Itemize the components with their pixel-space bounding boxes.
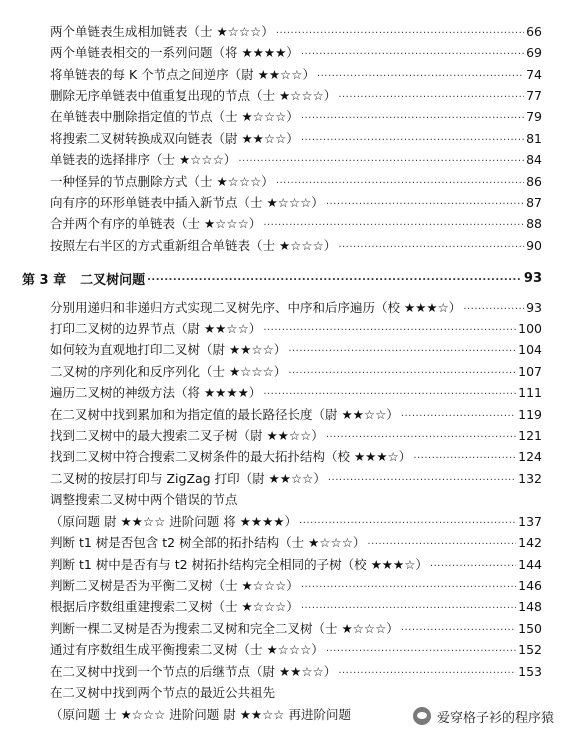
entry-page: 69 xyxy=(526,44,542,60)
entry-title: 判断 t1 树是否包含 t2 树全部的拓扑结构（士 ★☆☆☆） xyxy=(50,535,366,550)
toc-entry[interactable] xyxy=(0,340,562,358)
leader-dots xyxy=(301,45,524,59)
entry-page: 90 xyxy=(526,237,542,253)
entry-title: （原问题 尉 ★★☆☆ 进阶问题 将 ★★★★） xyxy=(50,514,298,529)
entry-page: 150 xyxy=(518,620,542,636)
toc-entry[interactable] xyxy=(0,362,562,380)
leader-dots xyxy=(328,471,516,485)
entry-page: 153 xyxy=(518,663,542,679)
toc-entry[interactable] xyxy=(0,405,562,423)
leader-dots xyxy=(288,342,516,356)
entry-title: 在单链表中删除指定值的节点（士 ★☆☆☆） xyxy=(50,109,299,124)
chapter-number: 第 3 章 xyxy=(22,272,67,288)
leader-dots xyxy=(299,514,516,528)
toc-entry[interactable] xyxy=(0,555,562,573)
entry-title: 按照左右半区的方式重新组合单链表（士 ★☆☆☆） xyxy=(50,238,337,253)
entry-page: 121 xyxy=(518,427,542,443)
leader-dots xyxy=(301,131,524,145)
entry-title: 单链表的选择排序（士 ★☆☆☆） xyxy=(50,152,237,167)
entry-title: 判断 t1 树中是否有与 t2 树拓扑结构完全相同的子树（校 ★★★☆） xyxy=(50,557,428,572)
entry-page: 100 xyxy=(518,320,542,336)
leader-dots xyxy=(326,642,516,656)
toc-entry[interactable] xyxy=(0,107,562,125)
entry-title: 二叉树的按层打印与 ZigZag 打印（尉 ★★☆☆） xyxy=(50,471,326,486)
entry-title: 根据后序数组重建搜索二叉树（士 ★☆☆☆） xyxy=(50,599,299,614)
entry-page: 86 xyxy=(526,173,542,189)
toc-entry[interactable] xyxy=(0,426,562,444)
entry-title: 打印二叉树的边界节点（尉 ★★☆☆） xyxy=(50,321,262,336)
entry-page: 146 xyxy=(518,577,542,593)
entry-title: 两个单链表相交的一系列问题（将 ★★★★） xyxy=(50,45,299,60)
toc-entry[interactable] xyxy=(0,86,562,104)
leader-dots xyxy=(276,24,524,38)
entry-page: 84 xyxy=(526,151,542,167)
entry-title: 在二叉树中找到累加和为指定值的最长路径长度（尉 ★★☆☆） xyxy=(50,407,399,422)
entry-page: 152 xyxy=(518,641,542,657)
entry-page: 93 xyxy=(526,299,542,315)
toc-entry[interactable] xyxy=(0,662,562,680)
toc-entry[interactable] xyxy=(0,193,562,211)
toc-entry[interactable] xyxy=(0,576,562,594)
entry-page: 87 xyxy=(526,194,542,210)
entry-title: 一种怪异的节点删除方式（士 ★☆☆☆） xyxy=(50,174,274,189)
toc-entry[interactable] xyxy=(0,22,562,40)
leader-dots xyxy=(263,385,516,399)
leader-dots xyxy=(326,428,516,442)
leader-dots xyxy=(288,364,516,378)
toc-entry[interactable] xyxy=(0,597,562,615)
toc-entry[interactable] xyxy=(0,150,562,168)
entry-page: 74 xyxy=(526,66,542,82)
entry-title: 两个单链表生成相加链表（士 ★☆☆☆） xyxy=(50,24,274,39)
entry-title: 找到二叉树中的最大搜索二叉子树（尉 ★★☆☆） xyxy=(50,428,324,443)
entry-title: 向有序的环形单链表中插入新节点（士 ★☆☆☆） xyxy=(50,195,324,210)
leader-dots xyxy=(338,238,524,252)
entry-page: 148 xyxy=(518,598,542,614)
leader-dots xyxy=(263,216,524,230)
wechat-icon xyxy=(413,707,431,725)
entry-page: 88 xyxy=(526,215,542,231)
entry-page: 104 xyxy=(518,341,542,357)
toc-entry[interactable] xyxy=(0,65,562,83)
entry-page: 81 xyxy=(526,130,542,146)
leader-dots xyxy=(326,195,524,209)
toc-entry[interactable] xyxy=(0,469,562,487)
leader-dots xyxy=(301,599,516,613)
toc-entry[interactable] xyxy=(0,172,562,190)
entry-page: 142 xyxy=(518,534,542,550)
leader-dots xyxy=(317,67,524,81)
entry-page: 144 xyxy=(518,556,542,572)
entry-title: 如何较为直观地打印二叉树（尉 ★★☆☆） xyxy=(50,342,287,357)
entry-page: 124 xyxy=(518,448,542,464)
entry-title: 通过有序数组生成平衡搜索二叉树（士 ★☆☆☆） xyxy=(50,642,324,657)
toc-entry[interactable] xyxy=(0,619,562,637)
leader-dots xyxy=(301,109,524,123)
entry-title: 在二叉树中找到一个节点的后继节点（尉 ★★☆☆） xyxy=(50,664,337,679)
entry-page: 66 xyxy=(526,23,542,39)
toc-entry[interactable] xyxy=(0,298,562,316)
entry-page: 111 xyxy=(518,384,542,400)
entry-title: 二叉树的序列化和反序列化（士 ★☆☆☆） xyxy=(50,364,287,379)
toc-entry[interactable] xyxy=(0,129,562,147)
entry-title: （原问题 士 ★☆☆☆ 进阶问题 尉 ★★☆☆ 再进阶问题 xyxy=(50,707,351,722)
entry-page: 119 xyxy=(518,406,542,422)
entry-title: 删除无序单链表中值重复出现的节点（士 ★☆☆☆） xyxy=(50,88,337,103)
entry-title: 判断一棵二叉树是否为搜索二叉树和完全二叉树（士 ★☆☆☆） xyxy=(50,621,399,636)
chapter-heading[interactable] xyxy=(0,269,562,287)
leader-dots xyxy=(401,407,516,421)
leader-dots xyxy=(430,557,516,571)
entry-page: 107 xyxy=(518,363,542,379)
entry-title: 将单链表的每 K 个节点之间逆序（尉 ★★☆☆） xyxy=(50,67,315,82)
chapter-title: 二叉树问题 xyxy=(80,272,146,288)
leader-dots xyxy=(401,621,516,635)
toc-entry[interactable] xyxy=(0,640,562,658)
entry-title: 判断二叉树是否为平衡二叉树（士 ★☆☆☆） xyxy=(50,578,299,593)
toc-entry[interactable] xyxy=(0,512,562,530)
toc-entry[interactable] xyxy=(0,447,562,465)
toc-entry[interactable] xyxy=(0,236,562,254)
leader-dots xyxy=(263,321,516,335)
toc-entry[interactable] xyxy=(0,383,562,401)
toc-entry[interactable] xyxy=(0,43,562,61)
leader-dots xyxy=(367,535,516,549)
entry-title: 分别用递归和非递归方式实现二叉树先序、中序和后序遍历（校 ★★★☆） xyxy=(50,300,462,315)
chapter-page: 93 xyxy=(523,270,542,286)
leader-dots xyxy=(338,88,524,102)
entry-title: 调整搜索二叉树中两个错误的节点 xyxy=(50,492,238,507)
leader-dots xyxy=(338,664,516,678)
watermark-text: 爱穿格子衫的程序猿 xyxy=(436,710,554,726)
toc-entry[interactable] xyxy=(0,533,562,551)
leader-dots xyxy=(238,152,524,166)
watermark xyxy=(409,704,562,728)
entry-title: 遍历二叉树的神级方法（将 ★★★★） xyxy=(50,385,262,400)
leader-dots xyxy=(463,300,524,314)
entry-title: 合并两个有序的单链表（士 ★☆☆☆） xyxy=(50,216,262,231)
entry-title: 在二叉树中找到两个节点的最近公共祖先 xyxy=(50,685,276,700)
entry-page: 79 xyxy=(526,108,542,124)
toc-entry[interactable] xyxy=(0,319,562,337)
entry-page: 137 xyxy=(518,513,542,529)
leader-dots xyxy=(301,578,516,592)
entry-title: 找到二叉树中符合搜索二叉树条件的最大拓扑结构（校 ★★★☆） xyxy=(50,449,412,464)
toc-entry-heading[interactable] xyxy=(0,683,562,701)
entry-page: 77 xyxy=(526,87,542,103)
leader-dots xyxy=(413,449,516,463)
entry-title: 将搜索二叉树转换成双向链表（尉 ★★☆☆） xyxy=(50,131,299,146)
toc-entry-heading[interactable] xyxy=(0,490,562,508)
toc-entry[interactable] xyxy=(0,214,562,232)
entry-page: 132 xyxy=(518,470,542,486)
leader-dots xyxy=(147,271,522,285)
leader-dots xyxy=(276,174,524,188)
